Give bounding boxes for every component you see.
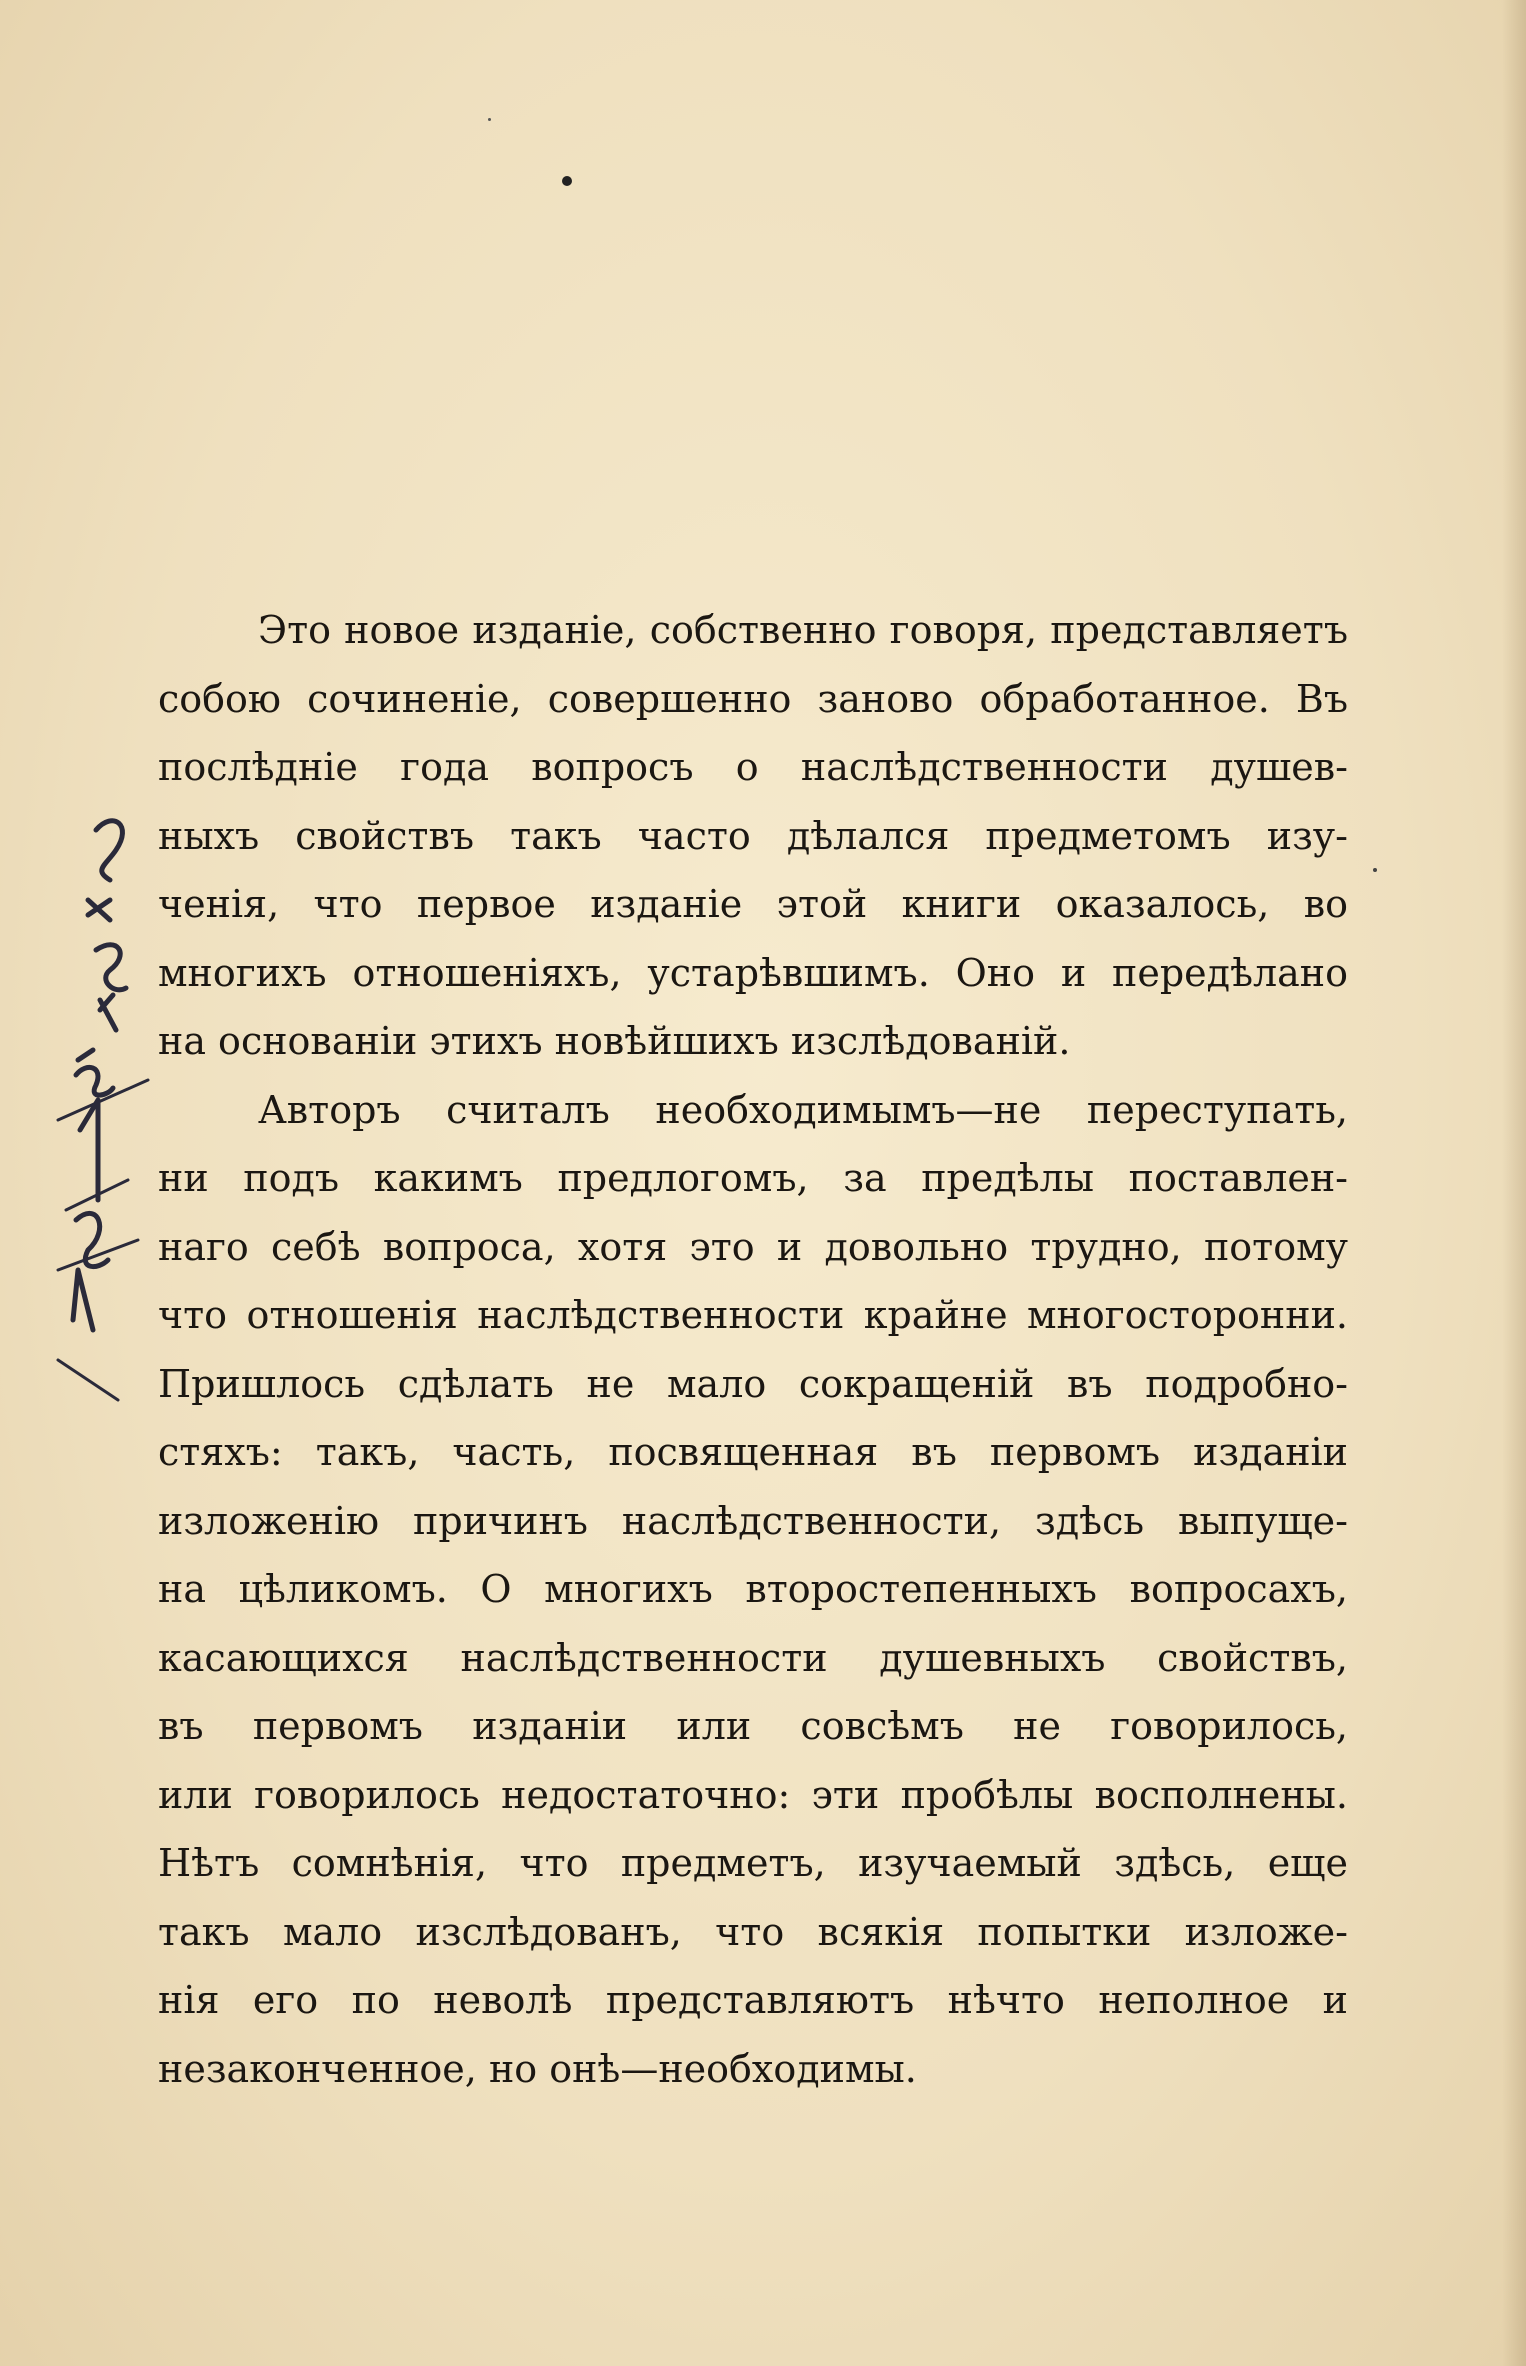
text-line: что отношенія наслѣдственности крайне многосторонни.: [158, 1293, 1348, 1337]
text-line: на основаніи этихъ новѣйшихъ изслѣдованій.: [158, 1019, 1071, 1063]
text-line: стяхъ: такъ, часть, посвященная въ первомъ изданіи: [158, 1430, 1348, 1474]
text-line: ныхъ свойствъ такъ часто дѣлался предметомъ изу-: [158, 813, 1348, 858]
text-line: такъ мало изслѣдованъ, что всякія попытки изложе-: [158, 1909, 1348, 1954]
ink-dot: [562, 176, 572, 186]
text-line: Нѣтъ сомнѣнія, что предметъ, изучаемый здѣсь, еще: [158, 1841, 1348, 1885]
paragraph-2: [158, 1076, 1348, 2104]
text-line: Авторъ считалъ необходимымъ—не переступать,: [258, 1087, 1348, 1132]
text-line: нія его по неволѣ представляютъ нѣчто неполное и: [158, 1978, 1348, 2022]
preface-text: [158, 596, 1348, 2103]
text-line: на цѣликомъ. О многихъ второстепенныхъ вопросахъ,: [158, 1567, 1348, 1611]
ink-speck: [488, 118, 491, 121]
text-line: изложенію причинъ наслѣдственности, здѣсь выпуще-: [158, 1498, 1348, 1543]
text-line: касающихся наслѣдственности душевныхъ свойствъ,: [158, 1635, 1348, 1680]
ink-speck: [1373, 868, 1377, 872]
text-line: въ первомъ изданіи или совсѣмъ не говорилось,: [158, 1704, 1348, 1748]
paragraph-1: [158, 596, 1348, 1076]
text-line: Это новое изданіе, собственно говоря, представляетъ: [258, 608, 1348, 652]
text-line: наго себѣ вопроса, хотя это и довольно трудно, потому: [158, 1224, 1348, 1269]
text-line: ченія, что первое изданіе этой книги оказалось, во: [158, 882, 1348, 926]
handwritten-shelfmark-drawing: [18, 800, 158, 1420]
page-edge-shadow: [1502, 0, 1526, 2366]
text-line: собою сочиненіе, совершенно заново обработанное. Въ: [158, 676, 1348, 721]
text-line: ни подъ какимъ предлогомъ, за предѣлы поставлен-: [158, 1156, 1348, 1200]
text-line: послѣдніе года вопросъ о наслѣдственности душев-: [158, 745, 1348, 789]
text-line: Пришлось сдѣлать не мало сокращеній въ подробно-: [158, 1361, 1348, 1406]
handwritten-shelfmark: [18, 800, 158, 1420]
text-line: незаконченное, но онѣ—необходимы.: [158, 2046, 917, 2091]
text-line: или говорилось недостаточно: эти пробѣлы восполнены.: [158, 1772, 1348, 1817]
text-line: многихъ отношеніяхъ, устарѣвшимъ. Оно и передѣлано: [158, 950, 1348, 995]
